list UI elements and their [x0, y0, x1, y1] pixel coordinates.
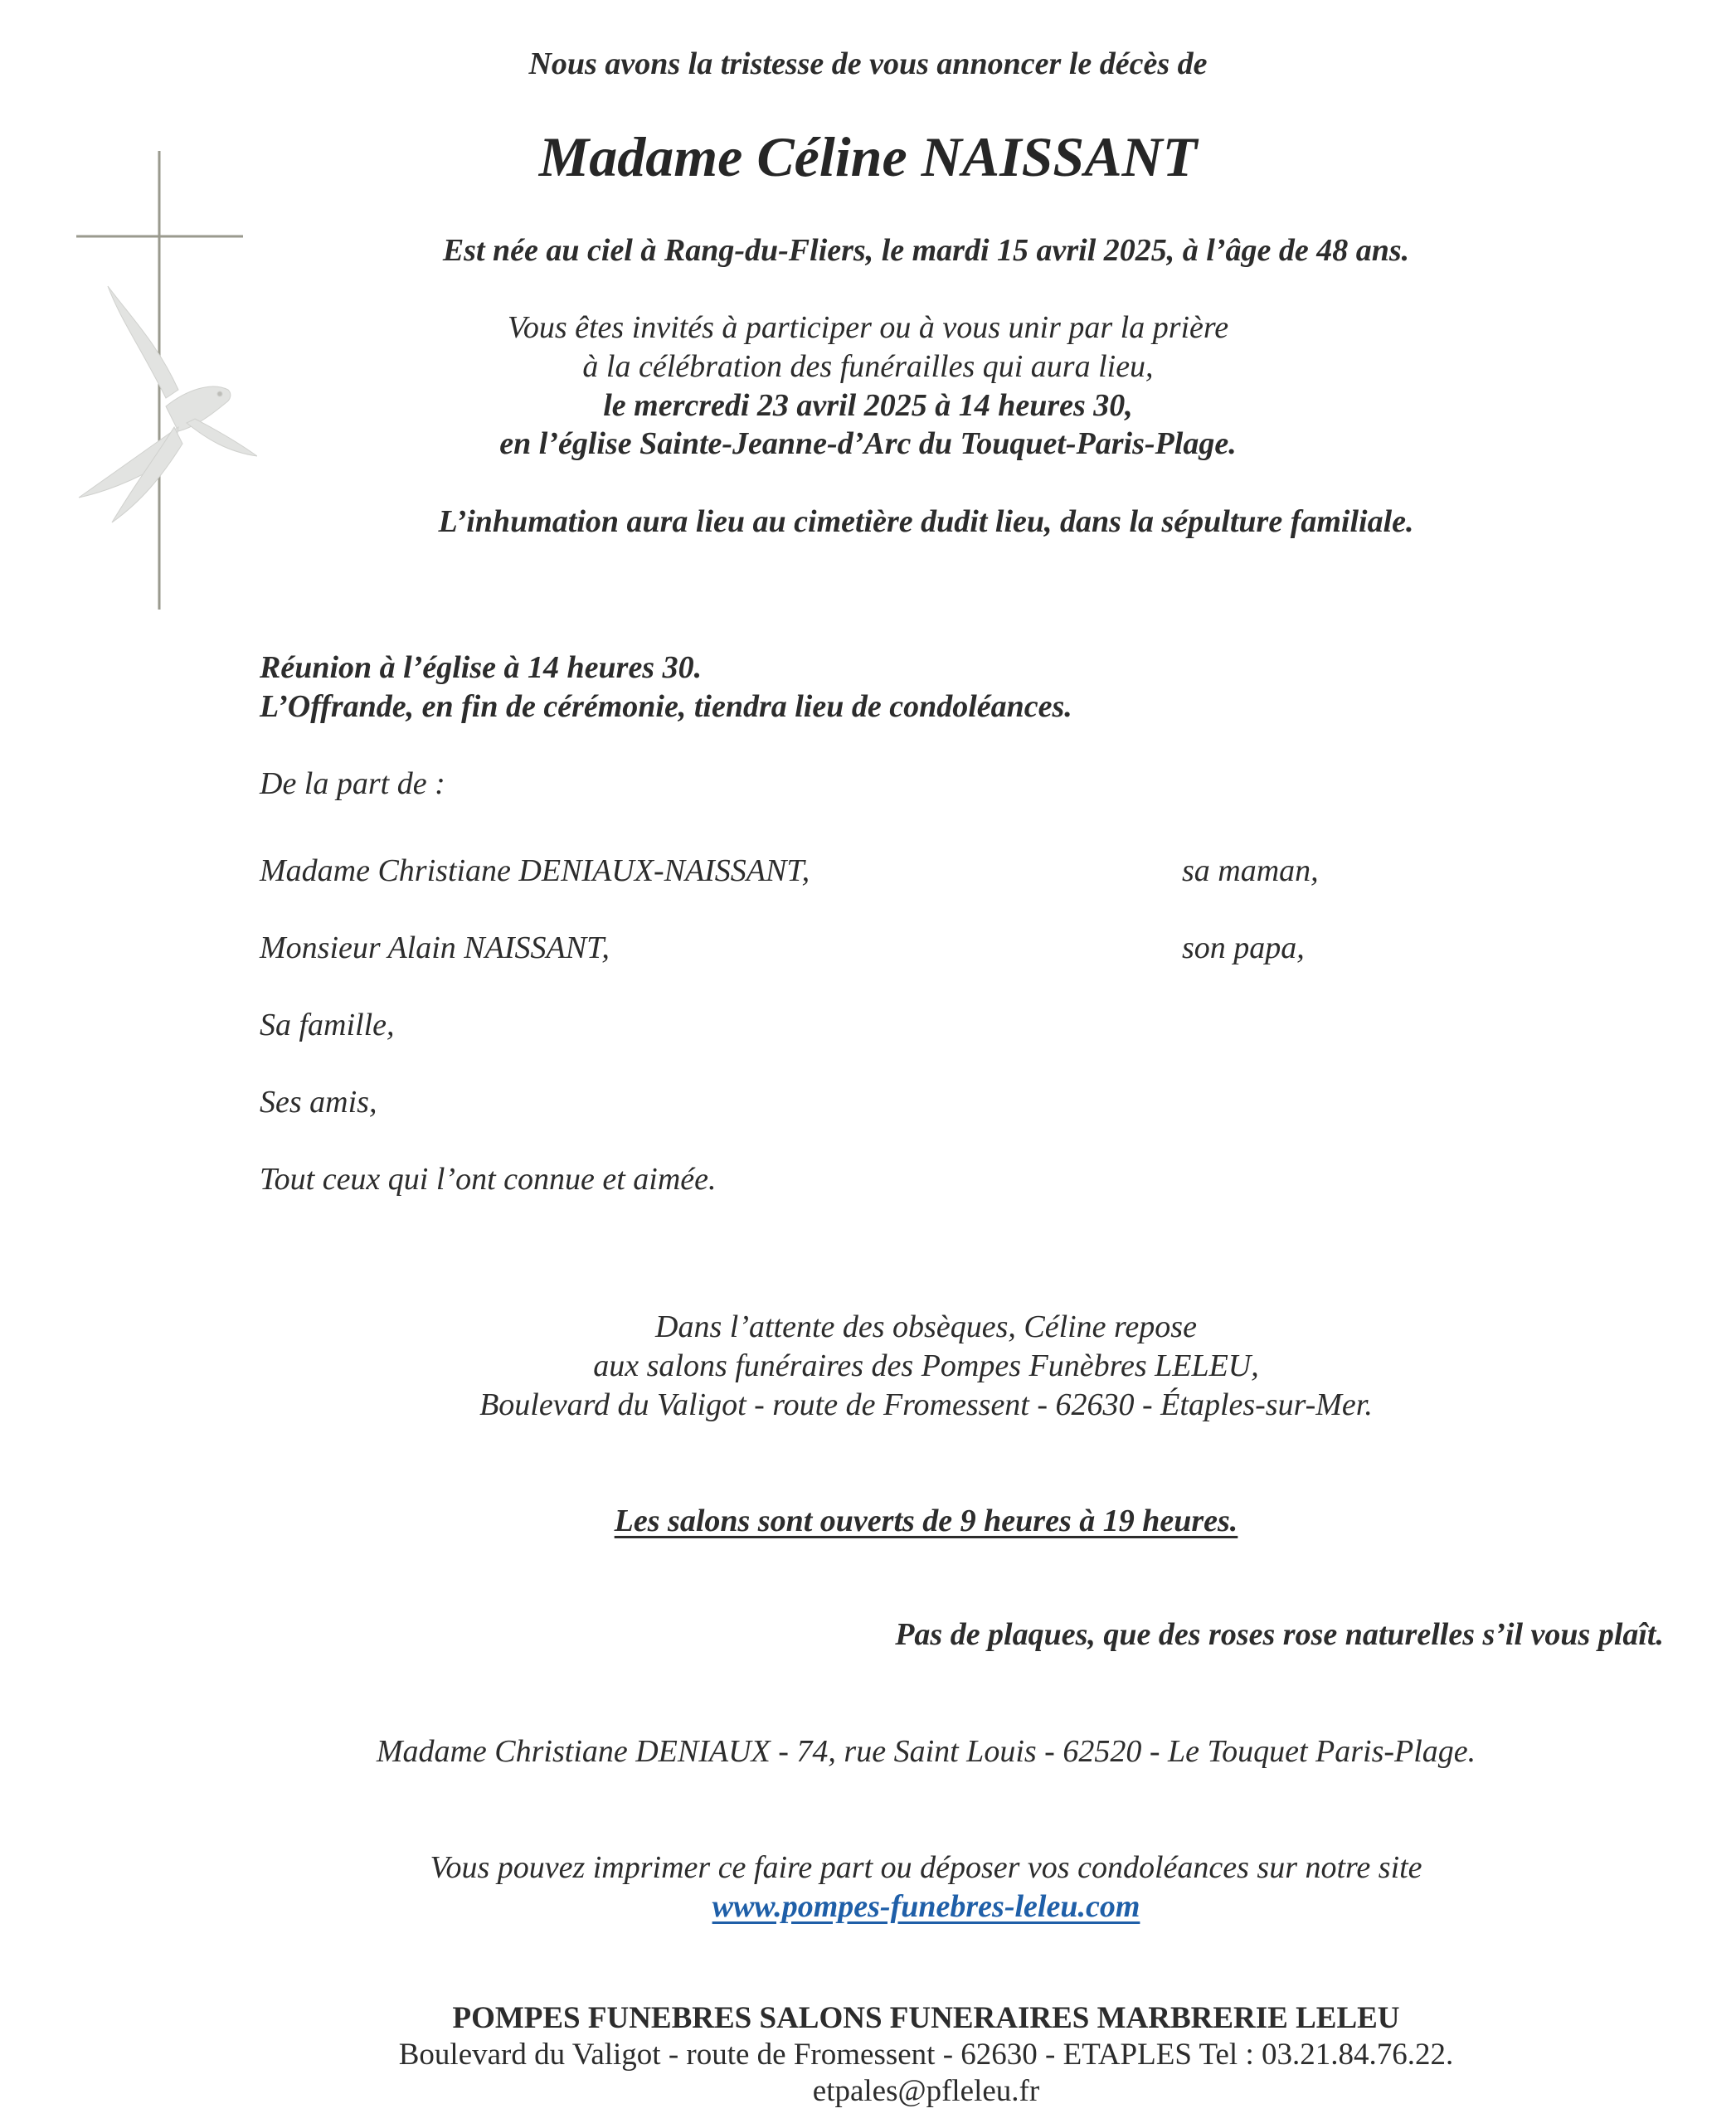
- website-link-row: [58, 1888, 1736, 1925]
- family-member-name: Sa famille,: [260, 1008, 395, 1042]
- online-text: Vous pouvez imprimer ce faire part ou déposer vos condoléances sur notre site: [430, 1850, 1422, 1885]
- deceased-name: Madame Céline NAISSANT: [538, 125, 1198, 188]
- footer-address: Boulevard du Valigot - route de Fromessent - 62630 - ETAPLES Tel : 03.21.84.76.22.: [398, 2038, 1454, 2072]
- rest-line-3: Boulevard du Valigot - route de Fromessent - 62630 - Étaples-sur-Mer.: [479, 1387, 1373, 1422]
- flowers-note: Pas de plaques, que des roses rose naturelles s’il vous plaît.: [895, 1617, 1664, 1652]
- family-address: Madame Christiane DENIAUX - 74, rue Saint Louis - 62520 - Le Touquet Paris-Plage.: [376, 1734, 1476, 1769]
- family-member-relation: son papa,: [1182, 930, 1305, 965]
- footer-email: etpales@pfleleu.fr: [812, 2074, 1040, 2108]
- family-header: De la part de :: [260, 766, 445, 801]
- ceremony-line-1: Vous êtes invités à participer ou à vous unir par la prière: [507, 310, 1229, 345]
- family-member-name: Tout ceux qui l’ont connue et aimée.: [260, 1162, 717, 1197]
- family-member-name: Madame Christiane DENIAUX-NAISSANT,: [260, 853, 810, 888]
- footer-company: POMPES FUNEBRES SALONS FUNERAIRES MARBRERIE LELEU: [452, 2001, 1400, 2035]
- rest-line-1: Dans l’attente des obsèques, Céline repose: [655, 1309, 1197, 1344]
- family-member-name: Ses amis,: [260, 1085, 377, 1120]
- family-member-name: Monsieur Alain NAISSANT,: [260, 930, 610, 965]
- rest-line-2: aux salons funéraires des Pompes Funèbres LELEU,: [593, 1348, 1259, 1383]
- ceremony-location: en l’église Sainte-Jeanne-d’Arc du Touquet-Paris-Plage.: [499, 426, 1237, 461]
- website-link[interactable]: www.pompes-funebres-leleu.com: [712, 1889, 1140, 1924]
- meeting-line-1: Réunion à l’église à 14 heures 30.: [260, 650, 703, 685]
- meeting-line-2: L’Offrande, en fin de cérémonie, tiendra lieu de condoléances.: [260, 689, 1072, 724]
- ceremony-date: le mercredi 23 avril 2025 à 14 heures 30,: [603, 388, 1133, 423]
- family-member-relation: sa maman,: [1182, 853, 1319, 888]
- ceremony-line-2: à la célébration des funérailles qui aura lieu,: [582, 349, 1154, 384]
- birth-line: Est née au ciel à Rang-du-Fliers, le mardi 15 avril 2025, à l’âge de 48 ans.: [442, 233, 1410, 268]
- burial-line: L’inhumation aura lieu au cimetière dudit lieu, dans la sépulture familiale.: [438, 504, 1414, 539]
- salon-hours: Les salons sont ouverts de 9 heures à 19 heures.: [614, 1504, 1238, 1538]
- intro-text: Nous avons la tristesse de vous annoncer le décès de: [528, 46, 1208, 81]
